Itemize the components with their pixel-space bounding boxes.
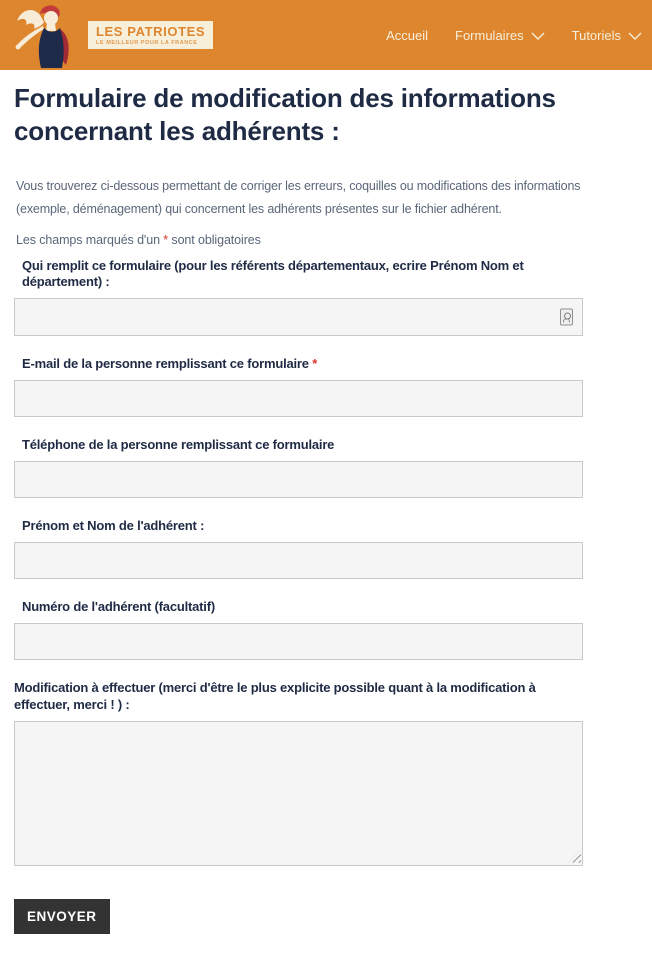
field-label-text: Numéro de l'adhérent (facultatif) bbox=[22, 598, 215, 614]
field-label-text: Qui remplit ce formulaire (pour les référents départementaux, ecrire Prénom Nom et département) : bbox=[22, 257, 524, 290]
nav-item-formulaires[interactable] bbox=[455, 28, 545, 43]
nav-item-label: Tutoriels bbox=[571, 27, 621, 43]
member-number-input[interactable] bbox=[14, 623, 583, 660]
field-label-member-name bbox=[22, 518, 583, 535]
required-star: * bbox=[312, 356, 318, 372]
nav-item-tutoriels[interactable] bbox=[572, 28, 642, 43]
field-label-modification bbox=[14, 680, 583, 714]
filler-email-input[interactable] bbox=[14, 380, 583, 417]
field-label-text: Prénom et Nom de l'adhérent : bbox=[22, 518, 205, 534]
field-label-filler-email bbox=[22, 356, 583, 373]
main-content bbox=[0, 70, 652, 954]
field-member-number bbox=[14, 599, 583, 660]
logo-tagline: LE MEILLEUR POUR LA FRANCE bbox=[96, 39, 198, 46]
main-nav bbox=[386, 28, 652, 43]
field-filler-phone bbox=[14, 437, 583, 498]
logo-title: LES PATRIOTES bbox=[96, 23, 206, 39]
field-filler-name bbox=[14, 258, 583, 337]
field-label-filler-phone bbox=[22, 437, 583, 454]
filler-name-input[interactable] bbox=[14, 298, 583, 336]
field-label-filler-name bbox=[22, 258, 583, 292]
nav-item-label: Accueil bbox=[386, 27, 428, 43]
submit-button[interactable]: ENVOYER bbox=[14, 899, 110, 934]
field-label-text: Téléphone de la personne remplissant ce formulaire bbox=[22, 437, 335, 453]
filler-phone-input[interactable] bbox=[14, 461, 583, 498]
chevron-down-icon[interactable] bbox=[531, 32, 545, 40]
field-label-text: E-mail de la personne remplissant ce formulaire bbox=[22, 356, 313, 372]
logo[interactable] bbox=[0, 2, 213, 68]
field-label-text: Modification à effectuer (merci d'être le plus explicite possible quant à la modification à effectuer, merci ! ) : bbox=[14, 679, 536, 712]
field-modification bbox=[14, 680, 583, 866]
site-header bbox=[0, 0, 652, 70]
required-note-prefix: Les champs marqués d'un bbox=[16, 232, 164, 247]
field-filler-email bbox=[14, 356, 583, 417]
marianne-figure-icon bbox=[10, 2, 92, 68]
nav-item-label: Formulaires bbox=[455, 27, 524, 43]
required-note bbox=[16, 233, 583, 247]
member-name-input[interactable] bbox=[14, 542, 583, 579]
required-star: * bbox=[163, 232, 169, 247]
page-title: Formulaire de modification des informations concernant les adhérents : bbox=[14, 83, 556, 147]
logo-box bbox=[88, 21, 213, 49]
field-member-name bbox=[14, 518, 583, 579]
intro-text: Vous trouverez ci-dessous permettant de corriger les erreurs, coquilles ou modifications des informations (exemple, déménagement) qui concernent les adhérents présentes sur le fichier adhérent. bbox=[16, 179, 581, 216]
required-note-suffix: sont obligatoires bbox=[168, 232, 261, 247]
field-label-member-number bbox=[22, 599, 583, 616]
nav-item-accueil[interactable] bbox=[386, 28, 428, 43]
modification-textarea[interactable] bbox=[14, 721, 583, 866]
chevron-down-icon[interactable] bbox=[628, 32, 642, 40]
autofill-icon[interactable] bbox=[560, 309, 573, 326]
